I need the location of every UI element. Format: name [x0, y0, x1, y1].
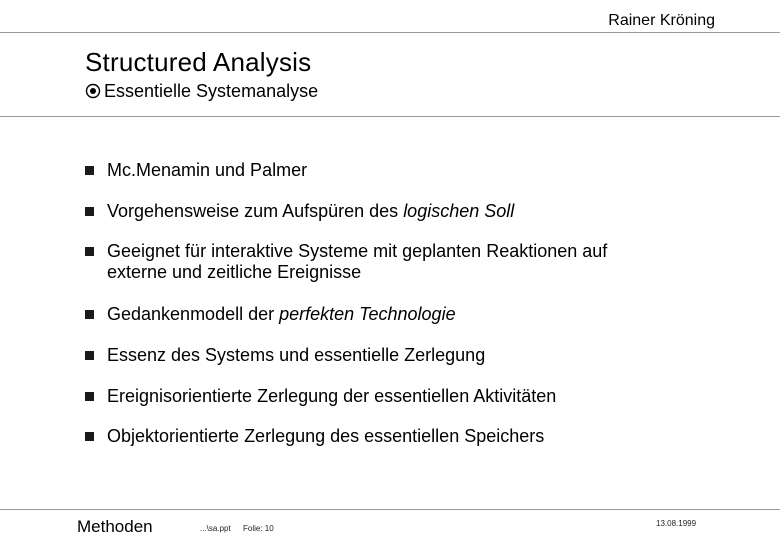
slide-title: Structured Analysis	[85, 47, 312, 77]
square-bullet-icon	[85, 351, 94, 360]
bullet-text: Essenz des Systems und essentielle Zerlegung	[107, 345, 486, 365]
slide-subtitle	[85, 80, 318, 102]
list-item	[85, 386, 556, 407]
square-bullet-icon	[85, 247, 94, 256]
target-circle-icon	[85, 83, 101, 99]
footer-course: Methoden	[77, 517, 153, 536]
bullet-text: Objektorientierte Zerlegung des essentiellen Speichers	[107, 426, 545, 446]
footer-date: 13.08.1999	[656, 519, 697, 528]
square-bullet-icon	[85, 207, 94, 216]
square-bullet-icon	[85, 166, 94, 175]
bullet-text: Mc.Menamin und Palmer	[107, 160, 308, 180]
subtitle-text: Essentielle Systemanalyse	[104, 81, 319, 101]
square-bullet-icon	[85, 310, 94, 319]
list-item	[85, 426, 544, 447]
list-item	[85, 160, 307, 181]
footer-divider	[0, 509, 780, 510]
author-name: Rainer Kröning	[608, 12, 715, 29]
bullet-text: Vorgehensweise zum Aufspüren des logischen Soll	[107, 201, 515, 221]
emphasis-text: logischen Soll	[403, 201, 515, 221]
title-divider	[0, 116, 780, 117]
header-divider	[0, 32, 780, 33]
bullet-text: Geeignet für interaktive Systeme mit geplanten Reaktionen auf externe und zeitliche Ereignisse	[107, 241, 608, 282]
footer-filename: ...\sa.ppt	[200, 524, 231, 533]
footer-slide-number: Folie: 10	[243, 524, 274, 533]
emphasis-text: perfekten Technologie	[279, 304, 456, 324]
list-item	[85, 241, 607, 283]
list-item	[85, 201, 514, 222]
bullet-text: Gedankenmodell der perfekten Technologie	[107, 304, 456, 324]
list-item	[85, 304, 456, 325]
bullet-text: Ereignisorientierte Zerlegung der essentiellen Aktivitäten	[107, 386, 557, 406]
square-bullet-icon	[85, 392, 94, 401]
list-item	[85, 345, 485, 366]
square-bullet-icon	[85, 432, 94, 441]
